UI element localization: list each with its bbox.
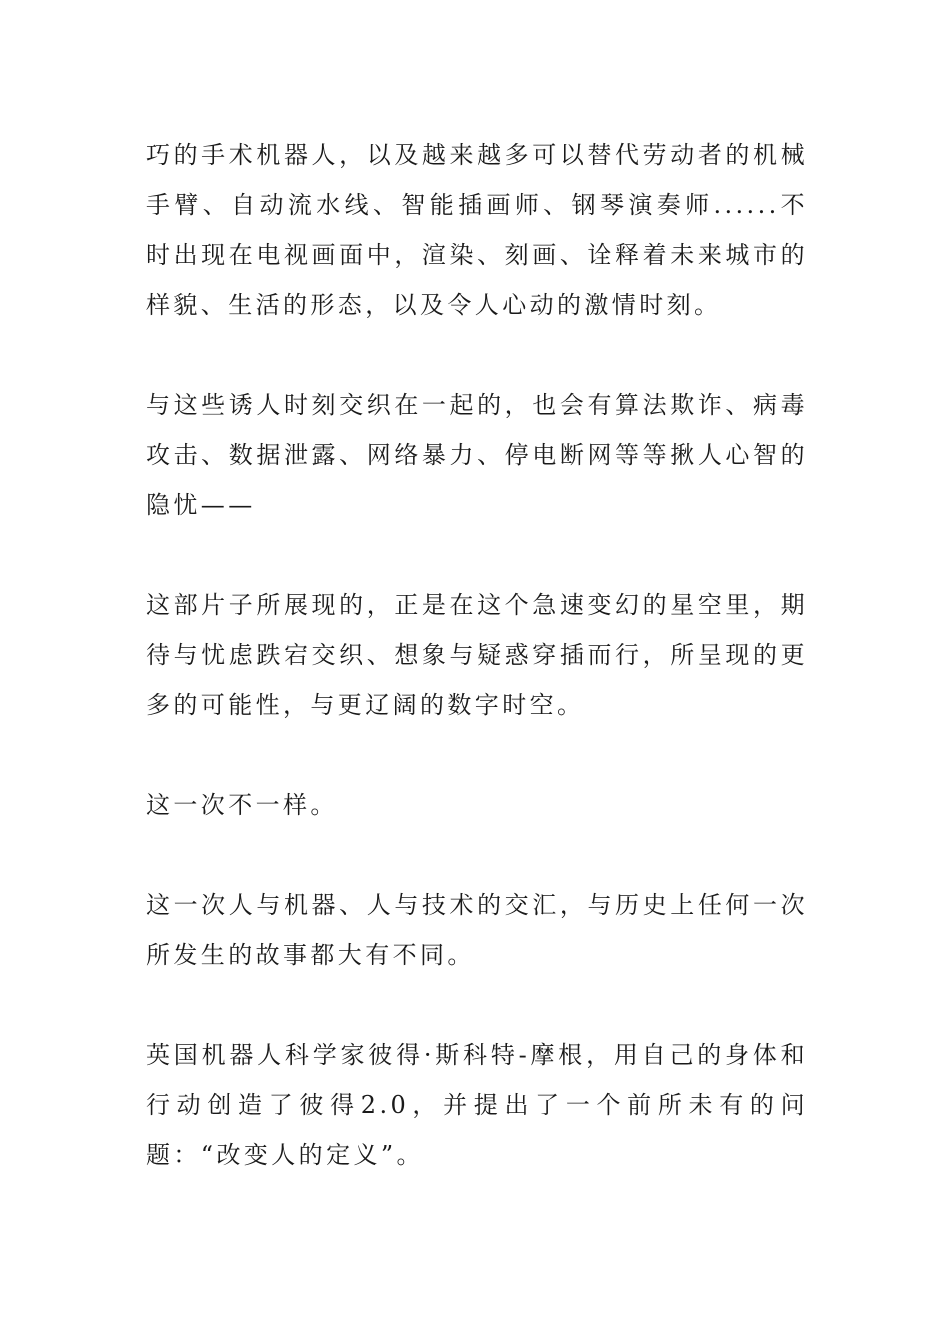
document-body: [146, 130, 808, 1230]
paragraph-4: 这一次不一样。: [146, 791, 338, 819]
paragraph-5: 这一次人与机器、人与技术的交汇，与历史上任何一次所发生的故事都大有不同。: [146, 891, 808, 969]
paragraph-1: 巧的手术机器人，以及越来越多可以替代劳动者的机械手臂、自动流水线、智能插画师、钢琴演奏师......不时出现在电视画面中，渲染、刻画、诠释着未来城市的样貌、生活的形态，以及令人心动的激情时刻。: [146, 141, 808, 319]
paragraph-6: 英国机器人科学家彼得·斯科特-摩根，用自己的身体和行动创造了彼得2.0，并提出了一个前所未有的问题：“改变人的定义”。: [146, 1041, 808, 1169]
paragraph-2: 与这些诱人时刻交织在一起的，也会有算法欺诈、病毒攻击、数据泄露、网络暴力、停电断网等等揪人心智的隐忧——: [146, 391, 808, 519]
paragraph-3: 这部片子所展现的，正是在这个急速变幻的星空里，期待与忧虑跌宕交织、想象与疑惑穿插而行，所呈现的更多的可能性，与更辽阔的数字时空。: [146, 591, 808, 719]
